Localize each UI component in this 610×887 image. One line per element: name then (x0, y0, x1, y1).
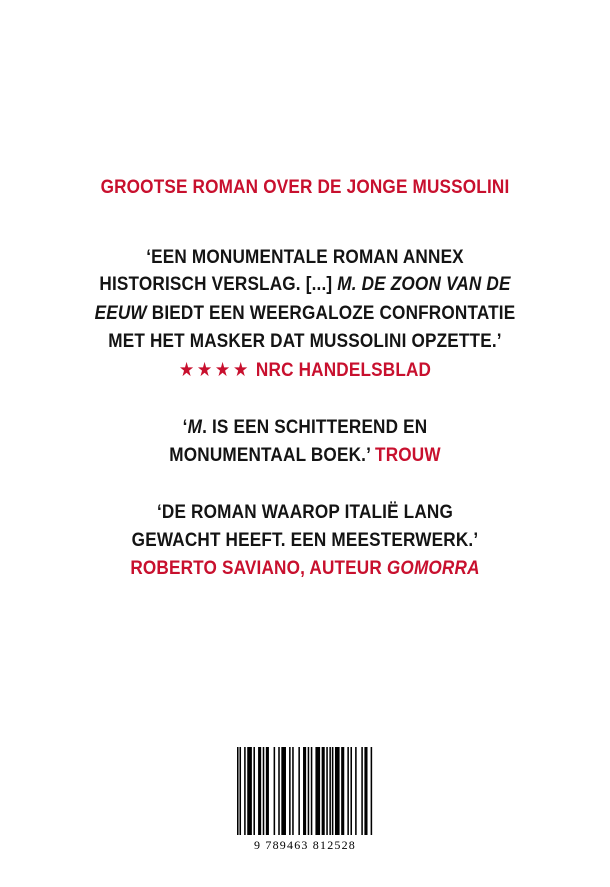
barcode-graphic (233, 745, 377, 855)
barcode-bar (350, 747, 352, 835)
barcode-bar (274, 747, 276, 835)
barcode-bar (244, 747, 246, 835)
barcode-bar (355, 747, 357, 835)
barcode-bar (298, 747, 300, 835)
barcode-bar (322, 747, 325, 835)
quote-saviano-line-2: GEWACHT HEEFT. EEN MEESTERWERK.’ (131, 529, 479, 551)
quote-trouw-line-2: MONUMENTAAL BOEK.’ TROUW (169, 444, 441, 466)
barcode-bar (289, 747, 291, 835)
source-nrc: NRC HANDELSBLAD (255, 359, 432, 381)
gomorra-title: GOMORRA (386, 557, 480, 579)
barcode-bar (237, 747, 239, 835)
barcode-bar (308, 747, 310, 835)
barcode-bar (332, 747, 334, 835)
barcode-bar (361, 747, 363, 835)
barcode-bar (263, 747, 265, 835)
barcode-bar (247, 747, 252, 835)
isbn-barcode (233, 745, 377, 855)
quote-nrc-line-1: ‘EEN MONUMENTALE ROMAN ANNEX (146, 246, 464, 268)
barcode-bar (335, 747, 340, 835)
barcode-bar (303, 747, 306, 835)
barcode-bar (281, 747, 286, 835)
barcode-bar (364, 747, 367, 835)
rating-stars: ★★★★ (178, 359, 251, 381)
book-title-short: M (187, 416, 203, 438)
barcode-bar (329, 747, 331, 835)
quote-nrc-source (37, 358, 574, 382)
quote-nrc-line-4: MET HET MASKER DAT MUSSOLINI OPZETTE.’ (108, 330, 502, 352)
barcode-bar (371, 747, 373, 835)
headline: GROOTSE ROMAN OVER DE JONGE MUSSOLINI (100, 176, 510, 198)
book-title-end: EEUW (94, 302, 147, 324)
barcode-bar (311, 747, 313, 835)
barcode-bar (278, 747, 280, 835)
barcode-bar (239, 747, 241, 835)
barcode-bar (326, 747, 328, 835)
quote-nrc-line-2: HISTORISCH VERSLAG. [...] M. DE ZOON VAN DE (99, 273, 511, 295)
barcode-bar (253, 747, 255, 835)
quote-saviano-source: ROBERTO SAVIANO, AUTEUR GOMORRA (130, 557, 480, 579)
barcode-bar (292, 747, 294, 835)
quote-saviano-line-1: ‘DE ROMAN WAAROP ITALIË LANG (156, 501, 454, 523)
barcode-bar (315, 747, 320, 835)
barcode-bar (341, 747, 344, 835)
barcode-digits: 9 789463 812528 (254, 838, 356, 852)
quote-trouw-line-1: ‘M. IS EEN SCHITTEREND EN (182, 416, 428, 438)
quote-nrc-line-3: EEUW BIEDT EEN WEERGALOZE CONFRONTATIE (94, 302, 516, 324)
barcode-bar (258, 747, 261, 835)
book-title: M. DE ZOON VAN DE (337, 273, 511, 295)
source-trouw: TROUW (375, 444, 441, 466)
barcode-bar (266, 747, 269, 835)
barcode-bar (347, 747, 349, 835)
